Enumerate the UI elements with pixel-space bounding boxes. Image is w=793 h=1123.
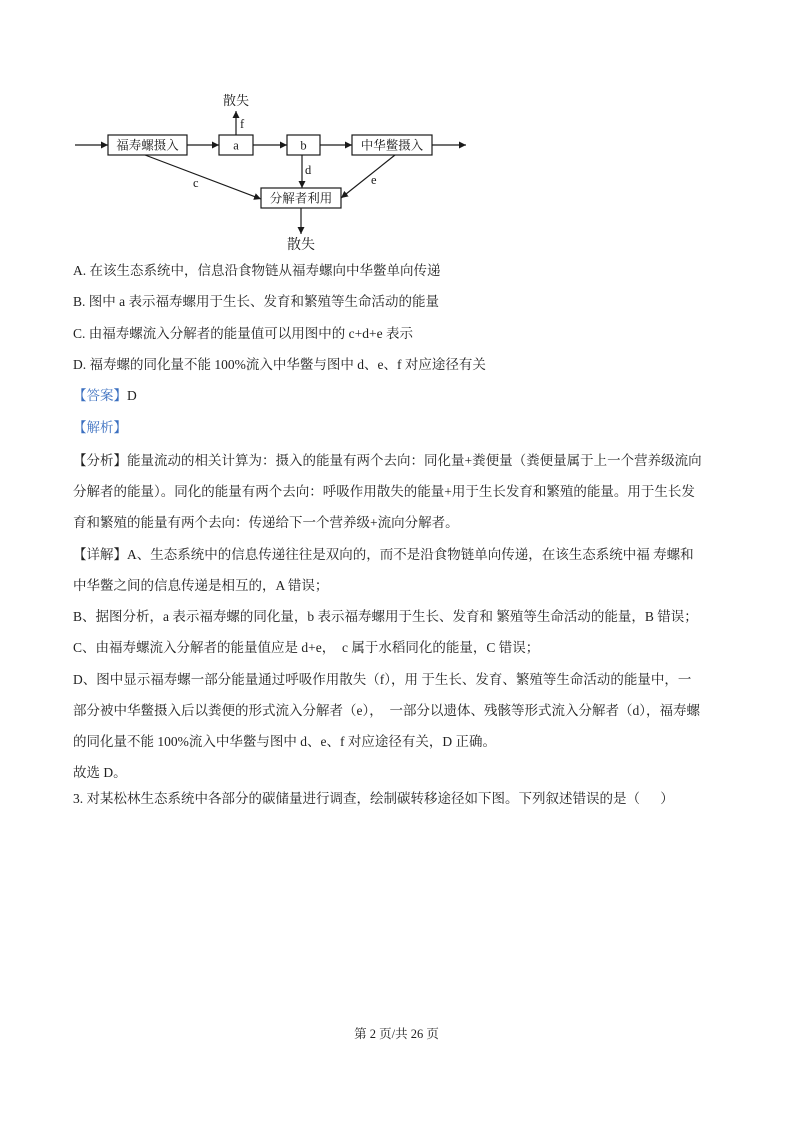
detail-line-4: C、由福寿螺流入分解者的能量值应是 d+e， c 属于水稻同化的能量，C 错误； — [73, 640, 540, 655]
detail-line-5: D、图中显示福寿螺一部分能量通过呼吸作用散失（f），用 于生长、发育、繁殖等生命活动的能量中，一 — [73, 672, 692, 687]
energy-flow-diagram — [0, 0, 793, 260]
detail-text: A、生态系统中的信息传递往往是双向的，而不是沿食物链单向传递，在该生态系统中福 寿螺和 — [127, 547, 694, 562]
arrow-label-f: f — [240, 117, 245, 131]
explanation-tag-line — [73, 419, 127, 437]
arrow-label-c: c — [193, 176, 199, 190]
option-b: B. 图中 a 表示福寿螺用于生长、发育和繁殖等生命活动的能量 — [73, 294, 439, 309]
analysis-line-1 — [73, 452, 702, 470]
option-a: A. 在该生态系统中，信息沿食物链从福寿螺向中华鳖单向传递 — [73, 263, 441, 278]
detail-line-2: 中华鳖之间的信息传递是相互的，A 错误； — [73, 578, 329, 593]
arrow-c-intake-to-decomposer — [145, 155, 261, 199]
page-number-footer: 第 2 页/共 26 页 — [354, 1027, 439, 1041]
detail-line-3: B、据图分析，a 表示福寿螺的同化量，b 表示福寿螺用于生长、发育和 繁殖等生命活动的能量，B 错误； — [73, 609, 698, 624]
question-3-stem: 3. 对某松林生态系统中各部分的碳储量进行调查，绘制碳转移途径如下图。下列叙述错误的是（ ） — [73, 791, 674, 806]
box-a-label: a — [233, 138, 239, 153]
detail-tag: 【详解】 — [73, 547, 127, 562]
detail-line-1 — [73, 546, 694, 564]
arrow-label-e: e — [371, 173, 377, 187]
conclusion: 故选 D。 — [73, 765, 127, 780]
analysis-tag: 【分析】 — [73, 453, 127, 468]
box-snail-intake-label: 福寿螺摄入 — [116, 138, 179, 153]
box-turtle-intake-label: 中华鳖摄入 — [360, 138, 424, 153]
arrow-e-turtle-to-decomposer — [341, 155, 395, 198]
explanation-tag: 【解析】 — [73, 420, 127, 435]
box-b-label: b — [300, 138, 307, 153]
detail-line-6: 部分被中华鳖摄入后以粪便的形式流入分解者（e）， 一部分以遗体、残骸等形式流入分解者（d），福寿螺 — [73, 703, 700, 718]
analysis-line-3: 育和繁殖的能量有两个去向：传递给下一个营养级+流向分解者。 — [73, 515, 459, 530]
option-d: D. 福寿螺的同化量不能 100%流入中华鳖与图中 d、e、f 对应途径有关 — [73, 357, 486, 372]
detail-line-7: 的同化量不能 100%流入中华鳖与图中 d、e、f 对应途径有关，D 正确。 — [73, 734, 496, 749]
answer-value: D — [127, 388, 137, 403]
arrow-label-d: d — [305, 163, 312, 177]
box-decomposer-label: 分解者利用 — [269, 191, 333, 206]
analysis-line-2: 分解者的能量）。同化的能量有两个去向：呼吸作用散失的能量+用于生长发育和繁殖的能量。用于生长发 — [73, 484, 695, 499]
bottom-loss-label: 散失 — [287, 238, 315, 253]
answer-tag: 【答案】 — [73, 388, 127, 403]
option-c: C. 由福寿螺流入分解者的能量值可以用图中的 c+d+e 表示 — [73, 326, 413, 341]
analysis-text: 能量流动的相关计算为：摄入的能量有两个去向：同化量+粪便量（粪便量属于上一个营养级流向 — [127, 453, 702, 468]
answer-line — [73, 387, 137, 405]
top-loss-label: 散失 — [222, 93, 250, 108]
